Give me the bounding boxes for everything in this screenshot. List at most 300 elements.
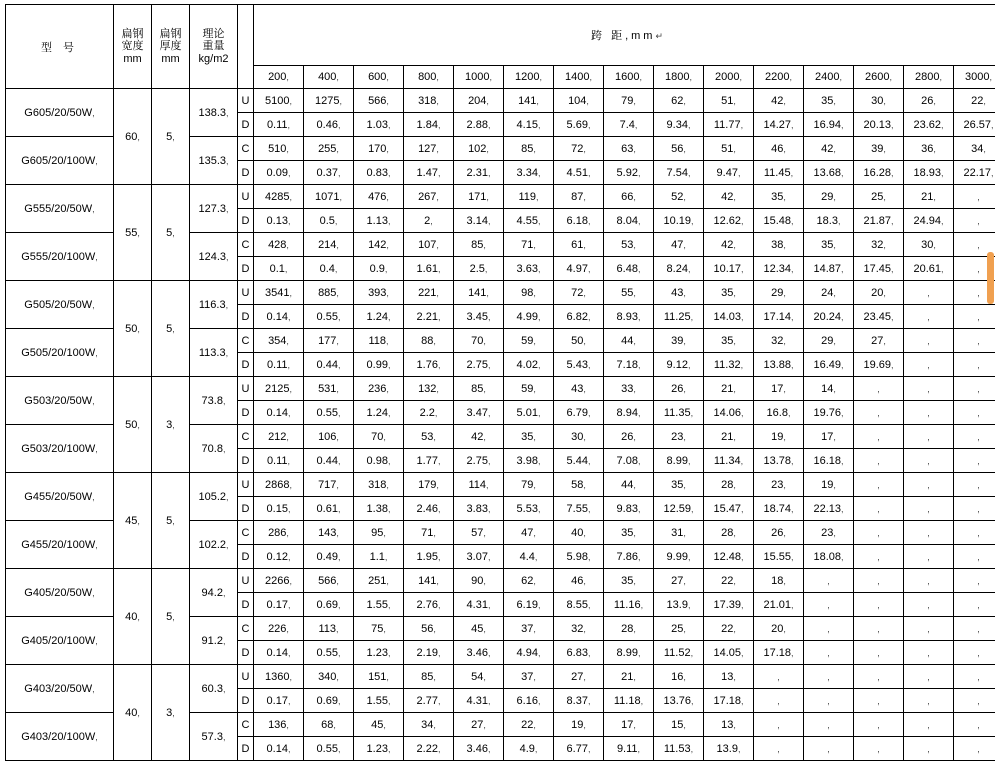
cell-value: 0.55, [304,305,354,329]
table-row [6,569,995,593]
cell-value: 21.87, [854,209,904,233]
cell-row-letter: D [238,353,254,377]
cell-value: , [904,737,954,761]
cell-value: 5.92, [604,161,654,185]
cell-value: 0.1, [254,257,304,281]
header-span-200: 200, [254,66,304,89]
cell-value: 72, [554,281,604,305]
cell-value: 20.61, [904,257,954,281]
cell-value: 18, [754,569,804,593]
cell-value: 12.34, [754,257,804,281]
cell-value: 25, [654,617,704,641]
table-row [6,665,995,689]
header-span-600: 600, [354,66,404,89]
cell-value: 40, [554,521,604,545]
cell-value: 1.76, [404,353,454,377]
cell-value: 119, [504,185,554,209]
cell-value: 46, [754,137,804,161]
cell-value: 0.11, [254,449,304,473]
cell-value: 2.2, [404,401,454,425]
cell-value: 5.43, [554,353,604,377]
cell-value: , [954,185,995,209]
cell-value: 88, [404,329,454,353]
cell-value: , [954,497,995,521]
cell-value: 11.16, [604,593,654,617]
cell-model: G555/20/50W, [6,185,114,233]
cell-value: , [854,665,904,689]
cell-flat-width: 60, [114,89,152,185]
cell-value: 566, [354,89,404,113]
header-span-1200: 1200, [504,66,554,89]
cell-value: 13.76, [654,689,704,713]
header-model: 型 号 [6,5,114,89]
cell-value: 14.03, [704,305,754,329]
cell-value: 13.9, [654,593,704,617]
cell-value: 1.1, [354,545,404,569]
cell-value: , [904,497,954,521]
cell-value: 13.88, [754,353,804,377]
cell-row-letter: U [238,89,254,113]
cell-value: 8.99, [654,449,704,473]
cell-value: 1.61, [404,257,454,281]
cell-theory-weight: 105.2, [190,473,238,521]
cell-value: 4.15, [504,113,554,137]
cell-value: 85, [454,377,504,401]
cell-value: , [954,473,995,497]
cell-value: 1.38, [354,497,404,521]
cell-value: 1.55, [354,689,404,713]
cell-row-letter: D [238,305,254,329]
header-ud-blank [238,5,254,89]
cell-value: 3.14, [454,209,504,233]
cell-value: 132, [404,377,454,401]
table-row [6,185,995,209]
cell-value: , [904,281,954,305]
cell-value: , [954,281,995,305]
cell-value: 1.13, [354,209,404,233]
cell-value: 107, [404,233,454,257]
cell-value: 4.51, [554,161,604,185]
cell-value: 19, [804,473,854,497]
cell-value: 13.9, [704,737,754,761]
cell-value: 267, [404,185,454,209]
cell-value: 212, [254,425,304,449]
cell-value: 56, [654,137,704,161]
cell-value: 226, [254,617,304,641]
cell-row-letter: U [238,473,254,497]
cell-value: , [804,737,854,761]
cell-value: 2.46, [404,497,454,521]
cell-value: 35, [804,89,854,113]
cell-value: 18.3, [804,209,854,233]
cell-value: 62, [654,89,704,113]
cell-flat-width: 45, [114,473,152,569]
cell-value: , [854,449,904,473]
cell-value: 4.31, [454,593,504,617]
cell-row-letter: D [238,497,254,521]
cell-value: 35, [604,521,654,545]
cell-value: 71, [404,521,454,545]
cell-value: 0.14, [254,305,304,329]
cell-value: 85, [504,137,554,161]
cell-value: 0.61, [304,497,354,521]
cell-value: 17.18, [754,641,804,665]
cell-value: 71, [504,233,554,257]
cell-value: 53, [604,233,654,257]
cell-value: 11.25, [654,305,704,329]
cell-value: 114, [454,473,504,497]
cell-value: 22, [704,617,754,641]
cell-value: , [904,425,954,449]
cell-value: 9.11, [604,737,654,761]
cell-value: 318, [354,473,404,497]
cell-value: 19.76, [804,401,854,425]
cell-value: 25, [854,185,904,209]
cell-theory-weight: 70.8, [190,425,238,473]
cell-value: 428, [254,233,304,257]
cell-value: 23, [804,521,854,545]
cell-value: 3.34, [504,161,554,185]
cell-value: 63, [604,137,654,161]
cell-value: , [954,401,995,425]
cell-theory-weight: 94.2, [190,569,238,617]
cell-value: , [954,449,995,473]
cell-value: 0.12, [254,545,304,569]
cell-value: 8.24, [654,257,704,281]
cell-row-letter: C [238,233,254,257]
cell-value: 37, [504,665,554,689]
cell-theory-weight: 127.3, [190,185,238,233]
cell-value: 5100, [254,89,304,113]
cell-value: , [754,689,804,713]
cell-model: G403/20/50W, [6,665,114,713]
cell-value: 29, [754,281,804,305]
cell-row-letter: D [238,209,254,233]
cell-value: 141, [404,569,454,593]
cell-value: 22, [504,713,554,737]
cell-value: , [954,257,995,281]
cell-value: 42, [704,233,754,257]
cell-value: 21, [704,377,754,401]
cell-value: , [904,641,954,665]
cell-value: 22, [954,89,995,113]
cell-value: 318, [404,89,454,113]
cell-value: 885, [304,281,354,305]
cell-value: 151, [354,665,404,689]
cell-value: , [854,617,904,641]
cell-value: , [904,329,954,353]
table-header-row [6,5,995,66]
cell-value: 1.03, [354,113,404,137]
cell-value: 1.24, [354,401,404,425]
cell-value: 0.99, [354,353,404,377]
cell-value: 21.01, [754,593,804,617]
cell-value: 9.34, [654,113,704,137]
cell-value: 0.14, [254,401,304,425]
cell-value: 2.88, [454,113,504,137]
cell-value: 251, [354,569,404,593]
cell-value: , [954,617,995,641]
cell-value: , [904,449,954,473]
cell-value: 11.45, [754,161,804,185]
cell-value: , [954,545,995,569]
cell-value: 17, [754,377,804,401]
cell-value: 3541, [254,281,304,305]
cell-value: 43, [654,281,704,305]
cell-value: 24, [804,281,854,305]
cell-value: 53, [404,425,454,449]
cell-value: 3.46, [454,737,504,761]
cell-value: 7.08, [604,449,654,473]
cell-value: 21, [604,665,654,689]
cell-value: 12.48, [704,545,754,569]
cell-value: , [904,473,954,497]
cell-value: 2.77, [404,689,454,713]
cell-value: 79, [504,473,554,497]
cell-value: , [904,377,954,401]
cell-value: 70, [454,329,504,353]
cell-flat-thickness: 3, [152,377,190,473]
cell-value: , [854,377,904,401]
cell-value: , [804,689,854,713]
cell-value: 68, [304,713,354,737]
cell-value: 27, [654,569,704,593]
header-span-2800: 2800, [904,66,954,89]
cell-value: 2.19, [404,641,454,665]
cell-value: 32, [754,329,804,353]
cell-row-letter: D [238,641,254,665]
cell-model: G555/20/100W, [6,233,114,281]
cell-value: 42, [704,185,754,209]
cell-value: 29, [804,185,854,209]
cell-value: 0.17, [254,689,304,713]
table-row [6,377,995,401]
cell-value: 14.87, [804,257,854,281]
cell-value: 4.99, [504,305,554,329]
gratings-load-table [5,4,995,761]
cell-value: 17.14, [754,305,804,329]
cell-value: 0.13, [254,209,304,233]
cell-value: 7.4, [604,113,654,137]
cell-value: 179, [404,473,454,497]
cell-value: , [854,521,904,545]
cell-value: 51, [704,89,754,113]
cell-row-letter: U [238,377,254,401]
cell-flat-thickness: 5, [152,185,190,281]
cell-value: , [954,641,995,665]
table-row [6,281,995,305]
cell-value: , [904,569,954,593]
cell-value: 32, [854,233,904,257]
cell-value: 9.83, [604,497,654,521]
header-span-1800: 1800, [654,66,704,89]
cell-value: 15.48, [754,209,804,233]
cell-value: 28, [604,617,654,641]
cell-value: 0.11, [254,353,304,377]
cell-value: 6.77, [554,737,604,761]
cell-value: 51, [704,137,754,161]
cell-value: 47, [504,521,554,545]
cell-value: 17.18, [704,689,754,713]
cell-flat-width: 40, [114,569,152,665]
cell-value: , [854,593,904,617]
cell-model: G503/20/100W, [6,425,114,473]
cell-value: 26, [904,89,954,113]
cell-theory-weight: 113.3, [190,329,238,377]
cell-value: , [954,521,995,545]
cell-value: 14, [804,377,854,401]
cell-flat-thickness: 5, [152,89,190,185]
cell-value: 2266, [254,569,304,593]
cell-flat-width: 50, [114,281,152,377]
cell-value: 36, [904,137,954,161]
header-flat-thickness: 扁钢 厚度 mm [152,5,190,89]
cell-value: 236, [354,377,404,401]
cell-value: 3.07, [454,545,504,569]
cell-row-letter: D [238,401,254,425]
scrollbar-position-marker[interactable] [987,252,994,304]
cell-value: 4.31, [454,689,504,713]
cell-value: 1.77, [404,449,454,473]
cell-value: 3.98, [504,449,554,473]
cell-value: 13.78, [754,449,804,473]
cell-row-letter: D [238,161,254,185]
cell-theory-weight: 57.3, [190,713,238,761]
cell-value: 6.19, [504,593,554,617]
cell-value: 11.32, [704,353,754,377]
cell-value: 50, [554,329,604,353]
cell-row-letter: C [238,713,254,737]
cell-value: 54, [454,665,504,689]
cell-row-letter: C [238,521,254,545]
cell-value: 142, [354,233,404,257]
cell-value: 27, [454,713,504,737]
cell-value: 20, [854,281,904,305]
cell-value: 55, [604,281,654,305]
cell-value: 1275, [304,89,354,113]
cell-value: 18.93, [904,161,954,185]
cell-value: , [804,593,854,617]
table-row [6,89,995,113]
cell-value: 0.14, [254,641,304,665]
cell-value: 1071, [304,185,354,209]
cell-value: 6.16, [504,689,554,713]
cell-value: 0.98, [354,449,404,473]
cell-value: , [854,569,904,593]
cell-value: 28, [704,473,754,497]
cell-theory-weight: 138.3, [190,89,238,137]
cell-value: 8.04, [604,209,654,233]
cell-value: 0.17, [254,593,304,617]
cell-value: 16.49, [804,353,854,377]
cell-value: 5.01, [504,401,554,425]
cell-value: 0.15, [254,497,304,521]
cell-value: 12.59, [654,497,704,521]
cell-value: 6.82, [554,305,604,329]
cell-value: 23.62, [904,113,954,137]
cell-value: 12.62, [704,209,754,233]
cell-value: 4.97, [554,257,604,281]
cell-value: 35, [754,185,804,209]
cell-value: 85, [454,233,504,257]
cell-value: 8.37, [554,689,604,713]
cell-row-letter: D [238,113,254,137]
cell-value: 6.18, [554,209,604,233]
cell-value: 4.02, [504,353,554,377]
cell-value: 102, [454,137,504,161]
cell-value: 127, [404,137,454,161]
cell-value: 204, [454,89,504,113]
cell-value: , [904,617,954,641]
cell-flat-width: 50, [114,377,152,473]
cell-value: 22, [704,569,754,593]
cell-value: 0.44, [304,353,354,377]
cell-value: 47, [654,233,704,257]
cell-value: , [804,665,854,689]
cell-value: , [754,713,804,737]
cell-value: , [954,329,995,353]
cell-value: , [854,425,904,449]
cell-value: 10.17, [704,257,754,281]
cell-value: 4.94, [504,641,554,665]
cell-row-letter: U [238,281,254,305]
cell-value: 22.13, [804,497,854,521]
cell-value: 21, [904,185,954,209]
cell-value: 42, [454,425,504,449]
cell-value: , [804,569,854,593]
cell-value: , [904,305,954,329]
header-span-2400: 2400, [804,66,854,89]
cell-value: 13.68, [804,161,854,185]
cell-value: 7.54, [654,161,704,185]
cell-value: 214, [304,233,354,257]
header-span-1400: 1400, [554,66,604,89]
cell-value: 59, [504,377,554,401]
cell-value: 1.55, [354,593,404,617]
cell-value: , [904,545,954,569]
cell-value: 35, [504,425,554,449]
cell-value: 11.18, [604,689,654,713]
cell-value: , [854,545,904,569]
cell-value: 8.94, [604,401,654,425]
cell-value: 30, [904,233,954,257]
cell-value: , [854,641,904,665]
cell-value: 26, [654,377,704,401]
cell-flat-width: 40, [114,665,152,761]
cell-value: 26.57, [954,113,995,137]
cell-model: G405/20/50W, [6,569,114,617]
cell-value: 27, [854,329,904,353]
cell-value: 0.49, [304,545,354,569]
cell-value: 1.95, [404,545,454,569]
cell-value: 34, [954,137,995,161]
cell-value: , [954,425,995,449]
cell-value: 11.77, [704,113,754,137]
cell-value: 393, [354,281,404,305]
cell-value: 42, [804,137,854,161]
cell-row-letter: U [238,569,254,593]
cell-value: , [954,665,995,689]
cell-value: 23, [654,425,704,449]
cell-model: G403/20/100W, [6,713,114,761]
cell-value: 20.13, [854,113,904,137]
header-span-2200: 2200, [754,66,804,89]
cell-value: 31, [654,521,704,545]
cell-flat-thickness: 5, [152,281,190,377]
cell-row-letter: D [238,689,254,713]
cell-value: 1360, [254,665,304,689]
cell-value: 24.94, [904,209,954,233]
